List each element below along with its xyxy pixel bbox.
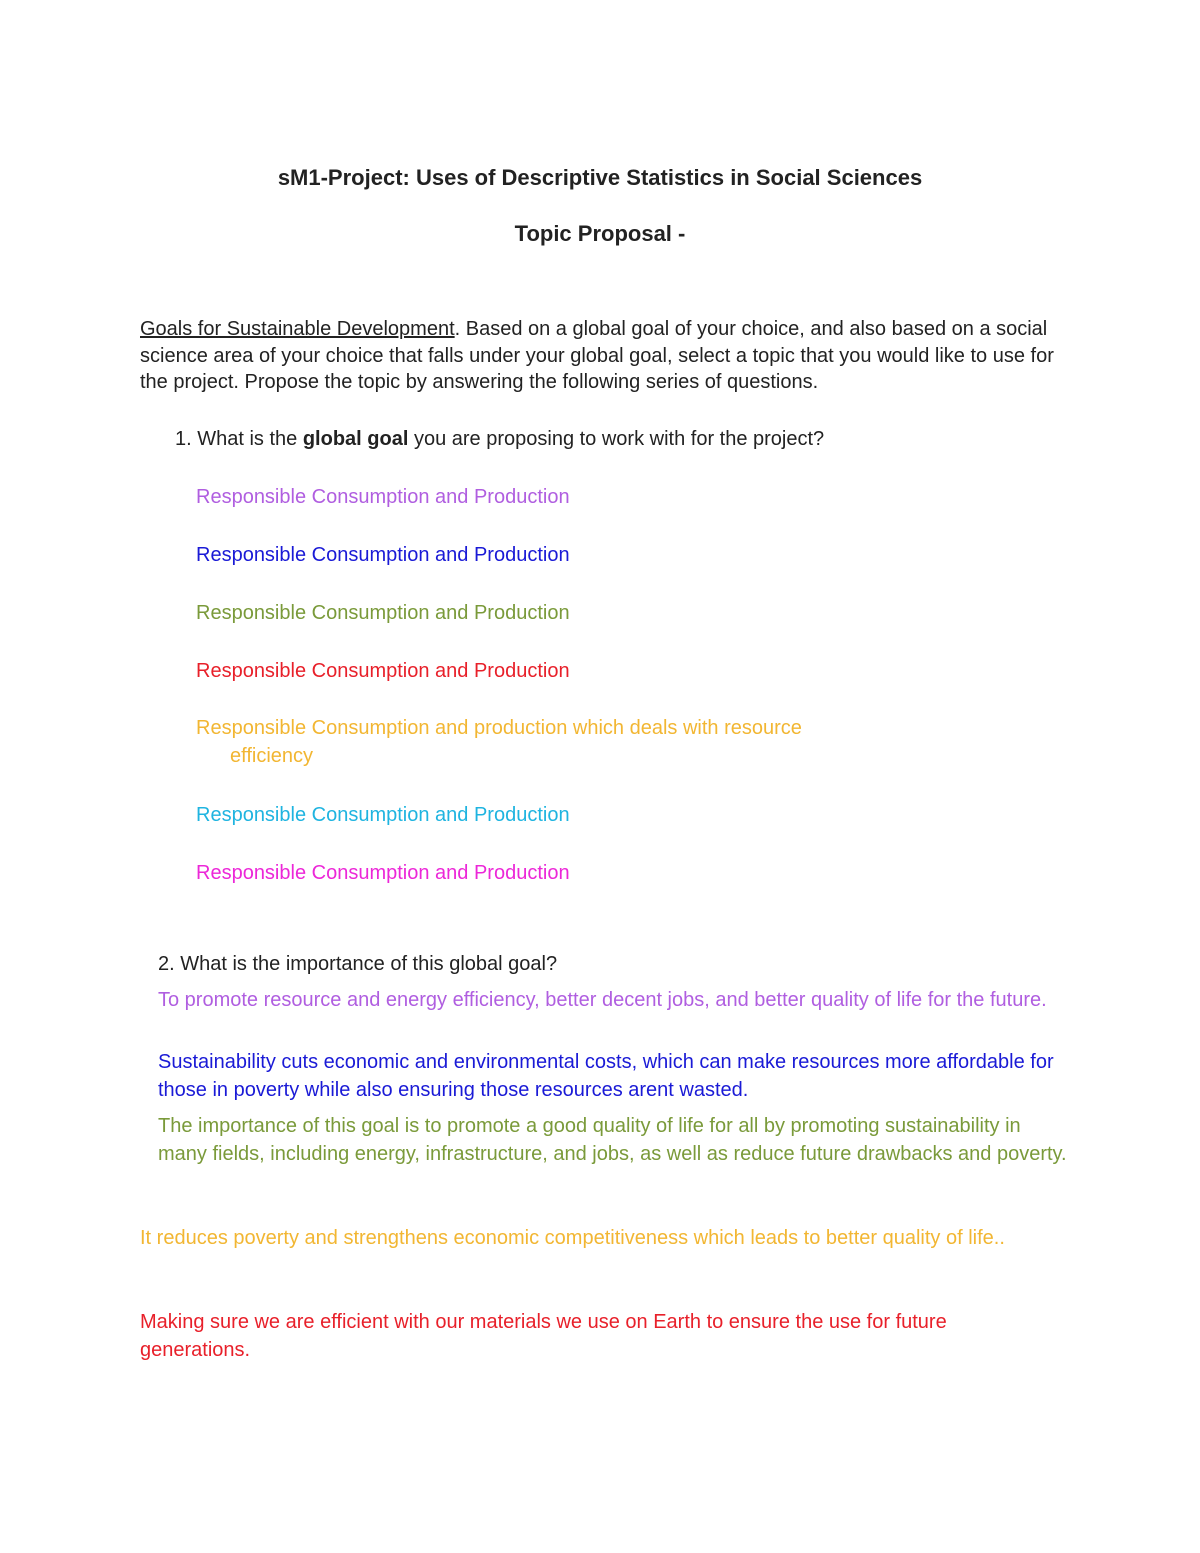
answer-2-item: To promote resource and energy efficiency, better decent jobs, and better quality of life for the future.	[158, 989, 1047, 1011]
document-title: sM1-Project: Uses of Descriptive Statistics in Social Sciences	[277, 165, 923, 190]
answer-1-line: Responsible Consumption and production which deals with resource	[196, 717, 802, 739]
answer-1-item: Responsible Consumption and Production	[196, 862, 570, 884]
answer-1-item-multiline	[196, 714, 876, 770]
answer-1-item: Responsible Consumption and Production	[196, 602, 570, 624]
answer-2-item: Making sure we are efficient with our materials we use on Earth to ensure the use for future generations.	[140, 1311, 947, 1361]
answer-2-item: Sustainability cuts economic and environmental costs, which can make resources more affordable for those in poverty while also ensuring those resources arent wasted.	[158, 1051, 1054, 1101]
intro-underlined-heading: Goals for Sustainable Development	[140, 318, 455, 340]
question-1	[175, 426, 824, 452]
answer-1-item: Responsible Consumption and Production	[196, 804, 570, 826]
document-subtitle: Topic Proposal -	[514, 221, 686, 246]
answer-1-continuation: efficiency	[230, 745, 314, 767]
intro-paragraph	[140, 316, 1070, 396]
answer-1-item: Responsible Consumption and Production	[196, 486, 570, 508]
question-1-bold: global goal	[302, 428, 409, 450]
answer-2-item: It reduces poverty and strengthens economic competitiveness which leads to better quality of life..	[140, 1227, 1005, 1249]
question-1-prefix: 1. What is the	[175, 428, 303, 450]
question-1-suffix: you are proposing to work with for the project?	[408, 428, 825, 450]
answer-2-item: The importance of this goal is to promote a good quality of life for all by promoting sustainability in many fields, including energy, infrastructure, and jobs, as well as reduce future drawbacks and poverty.	[158, 1115, 1067, 1165]
answer-1-item: Responsible Consumption and Production	[196, 544, 570, 566]
intro-text: . Based on a global goal of your choice, and also based on a social science area of your choice that falls under your global goal, select a topic that you would like to use for the project. Propose the topic by answering the following series of questions.	[140, 318, 1054, 393]
question-2: 2. What is the importance of this global goal?	[158, 953, 558, 975]
answer-1-item: Responsible Consumption and Production	[196, 660, 570, 682]
